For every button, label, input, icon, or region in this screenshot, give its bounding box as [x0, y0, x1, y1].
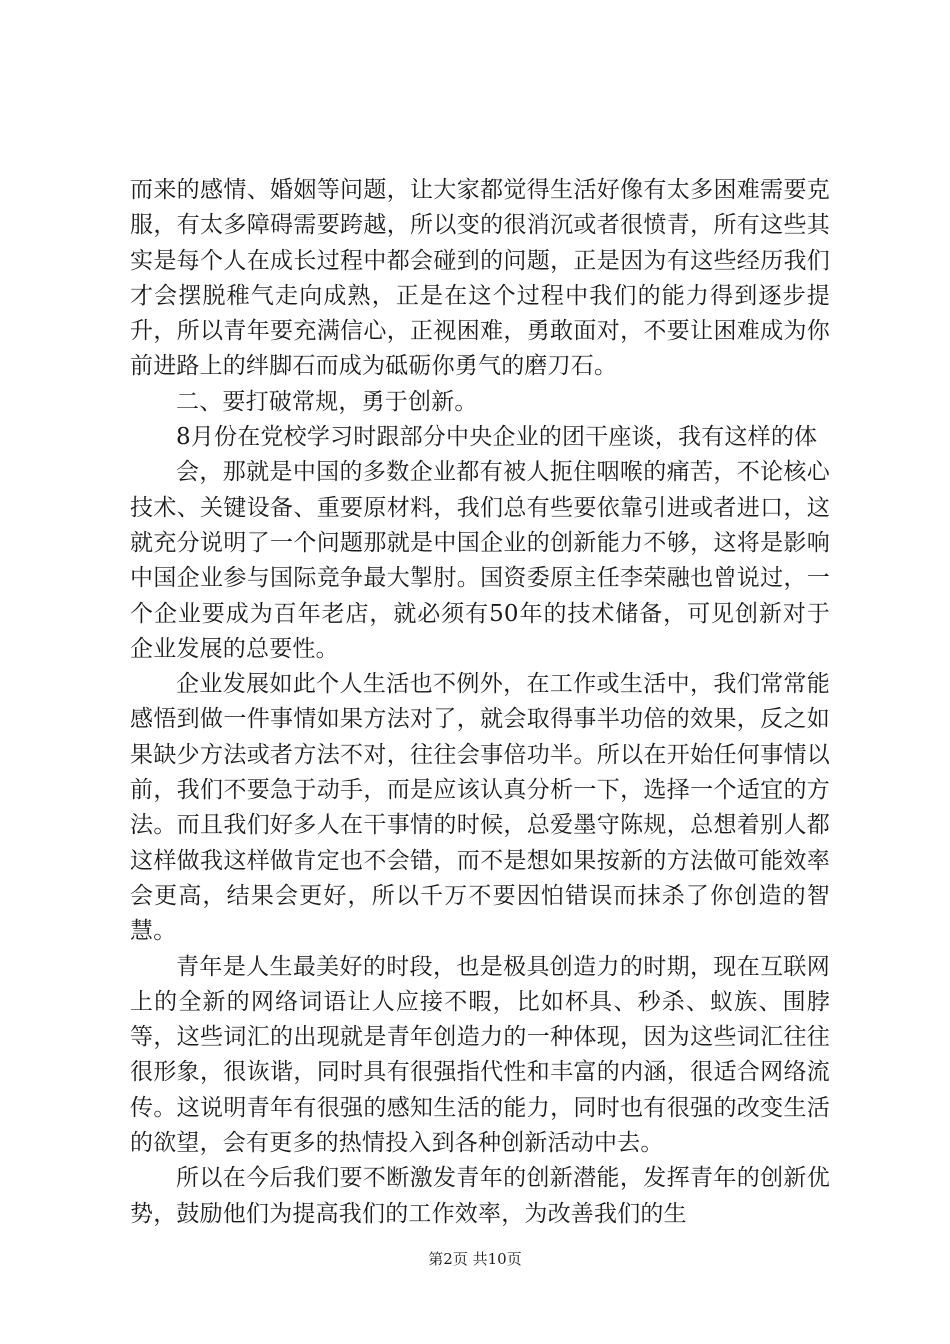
paragraph-1: 而来的感情、婚姻等问题，让大家都觉得生活好像有太多困难需要克服，有太多障碍需要跨越，所以变的很消沉或者很愤青，所有这些其实是每个人在成长过程中都会碰到的问题，正是因为有这些经历我们才会摆脱稚气走向成熟，正是在这个过程中我们的能力得到逐步提升，所以青年要充满信心，正视困难，勇敢面对，不要让困难成为你前进路上的绊脚石而成为砥砺你勇气的磨刀石。 — [130, 177, 830, 380]
document-body — [130, 173, 830, 1232]
paragraph-7: 所以在今后我们要不断激发青年的创新潜能，发挥青年的创新优势，鼓励他们为提高我们的工作效率，为改善我们的生 — [130, 1165, 830, 1227]
paragraph-6: 青年是人生最美好的时段，也是极具创造力的时期，现在互联网上的全新的网络词语让人应接不暇，比如杯具、秒杀、蚁族、围脖等，这些词汇的出现就是青年创造力的一种体现，因为这些词汇往往很形象，很诙谐，同时具有很强指代性和丰富的内涵，很适合网络流传。这说明青年有很强的感知生活的能力，同时也有很强的改变生活的欲望，会有更多的热情投入到各种创新活动中去。 — [130, 953, 830, 1157]
paragraph-5: 企业发展如此个人生活也不例外，在工作或生活中，我们常常能感悟到做一件事情如果方法对了，就会取得事半功倍的效果，反之如果缺少方法或者方法不对，往往会事倍功半。所以在开始任何事情以前，我们不要急于动手，而是应该认真分析一下，选择一个适宜的方法。而且我们好多人在干事情的时候，总爱墨守陈规，总想着别人都这样做我这样做肯定也不会错，而不是想如果按新的方法做可能效率会更高，结果会更好，所以千万不要因怕错误而抹杀了你创造的智慧。 — [130, 671, 830, 945]
page-number-footer: 第2页 共10页 — [428, 1250, 522, 1268]
section-heading-2: 二、要打破常规，勇于创新。 — [176, 388, 478, 415]
paragraph-3: 8月份在党校学习时跟部分中央企业的团干座谈，我有这样的体 — [176, 424, 818, 451]
paragraph-4: 会，那就是中国的多数企业都有被人扼住咽喉的痛苦，不论核心技术、关键设备、重要原材料，我们总有些要依靠引进或者进口，这就充分说明了一个问题那就是中国企业的创新能力不够，这将是影响中国企业参与国际竞争最大掣肘。国资委原主任李荣融也曾说过，一个企业要成为百年老店，就必须有50年的技术储备，可见创新对于企业发展的总要性。 — [130, 459, 830, 662]
